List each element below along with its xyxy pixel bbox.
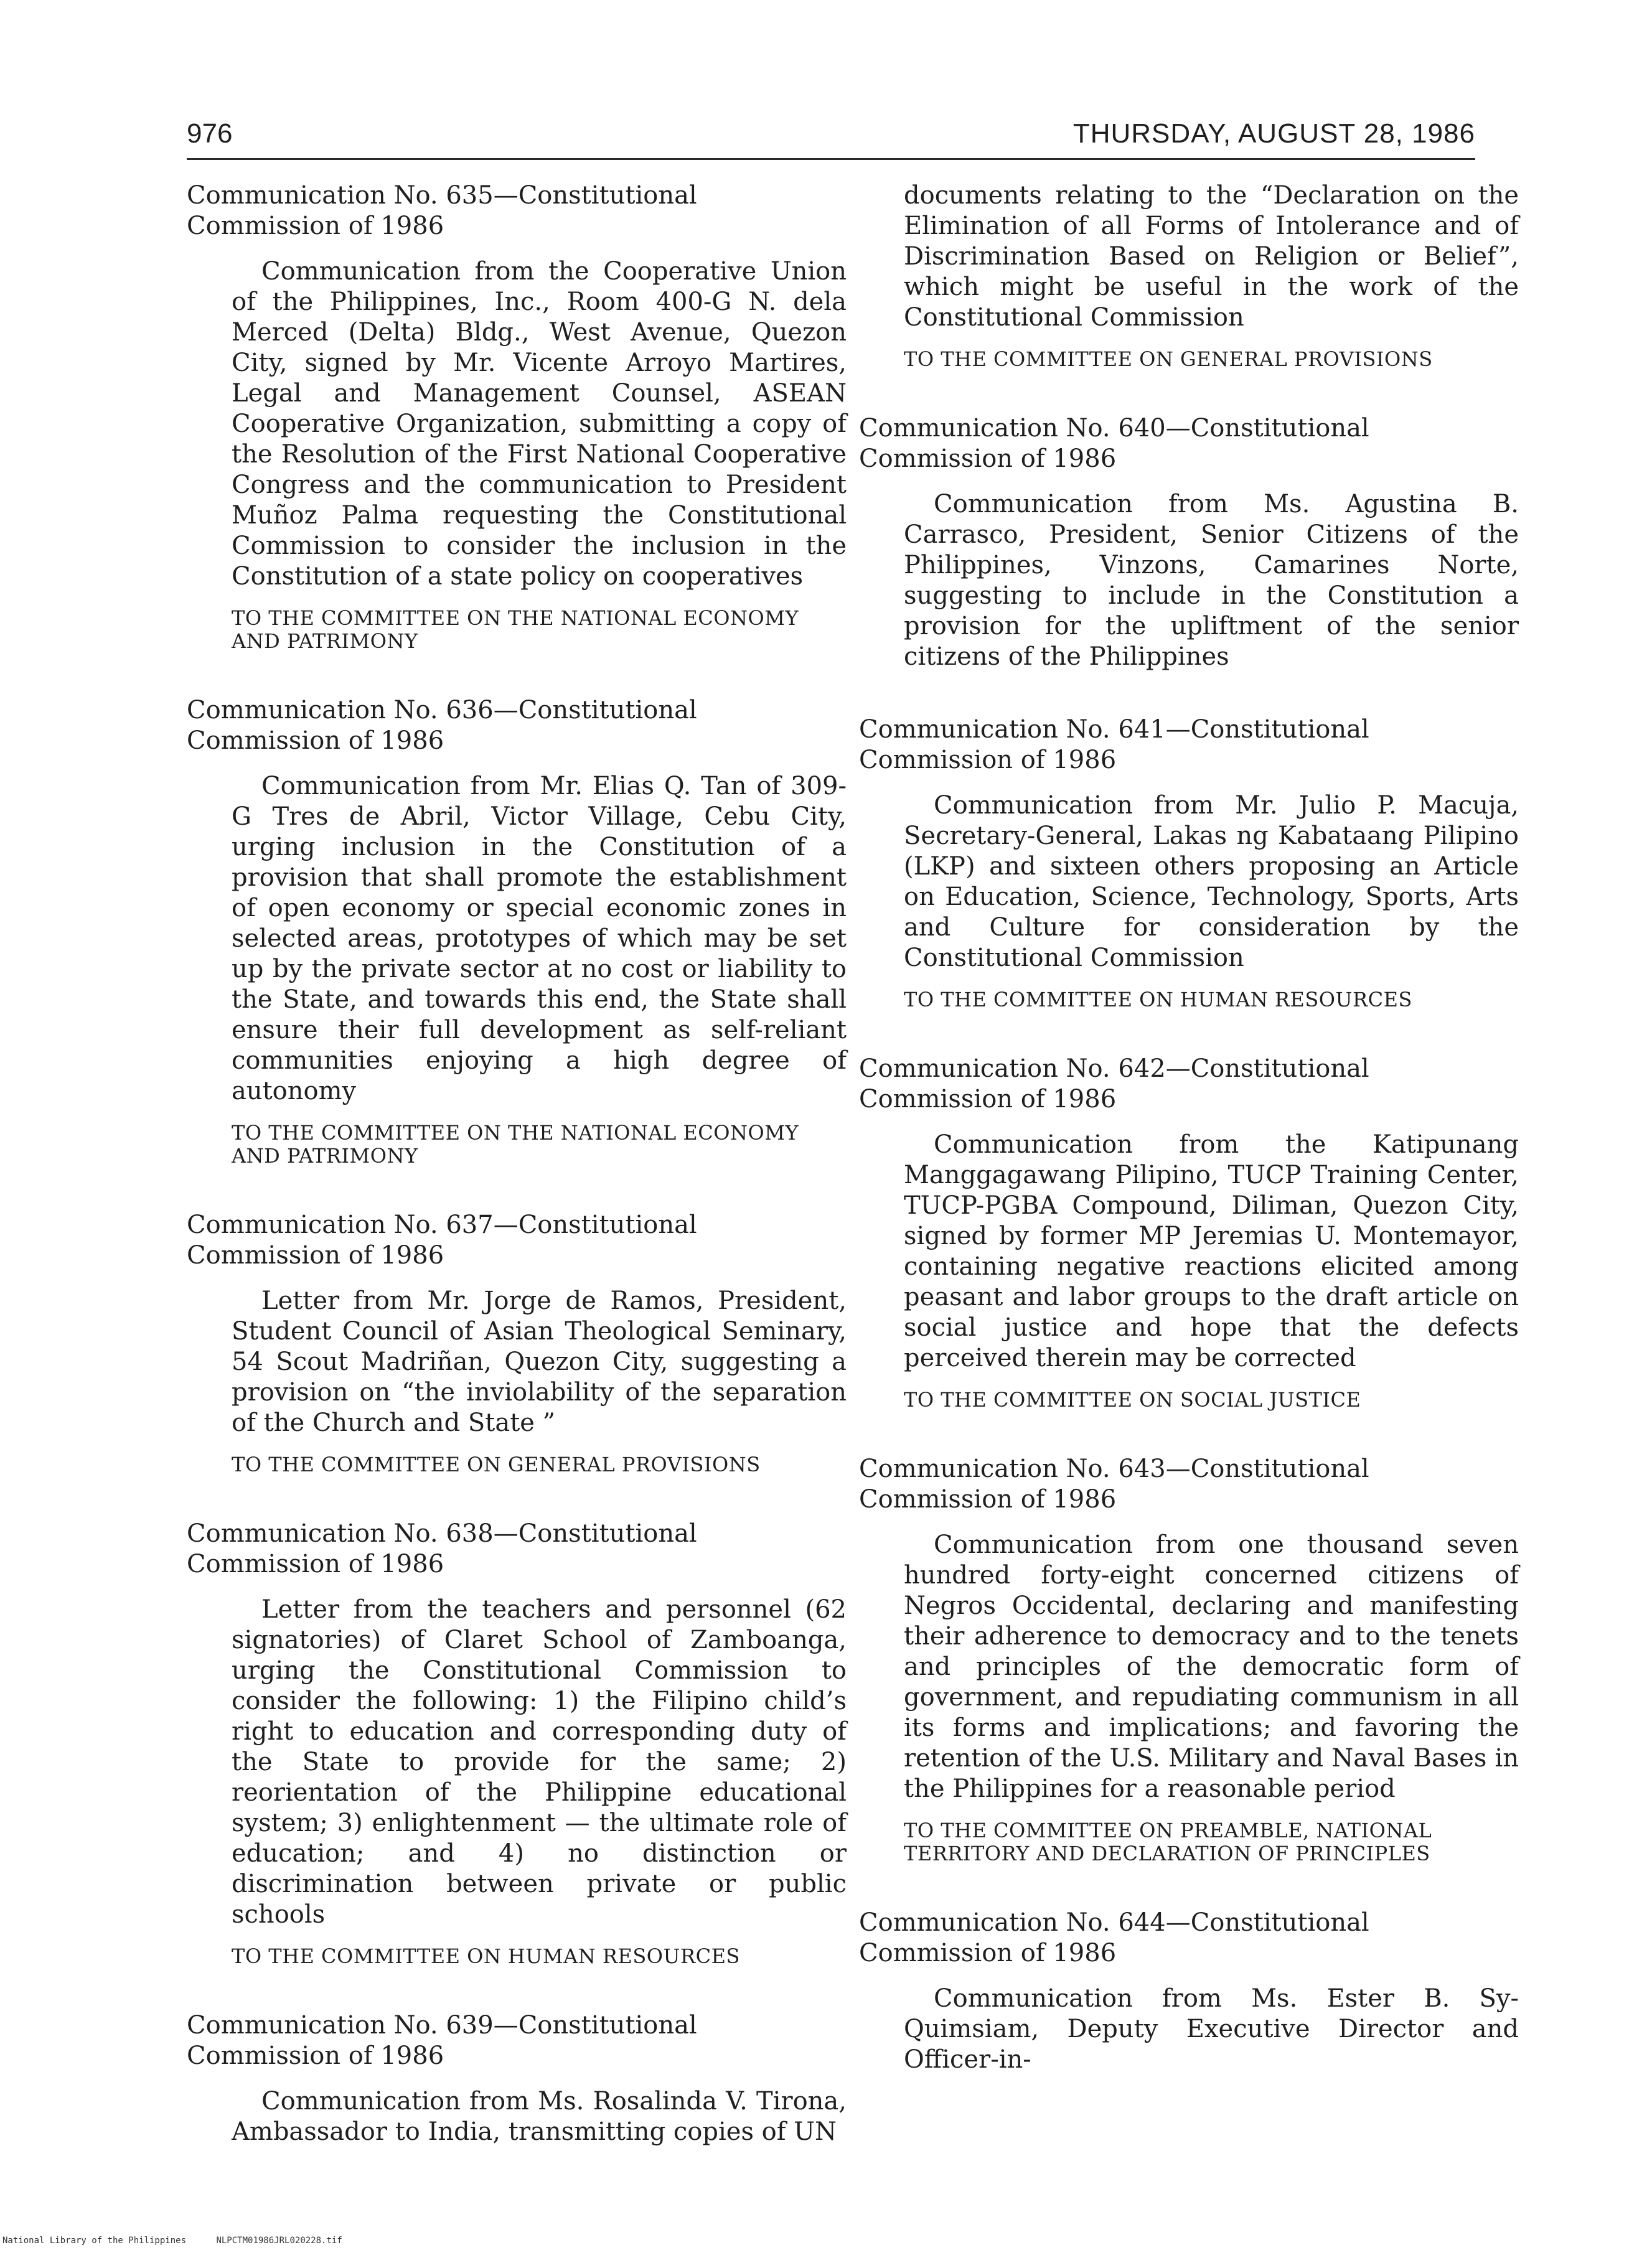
entry-referral: TO THE COMMITTEE ON THE NATIONAL ECONOMY AND PATRIMONY bbox=[232, 606, 799, 653]
entry-body: Communication from the Katipunang Manggagawang Pilipino, TUCP Training Center, TUCP-PGBA Compound, Diliman, Quezon City, signed by former MP Jeremias U. Montemayor, containing negative reactions elicited among peasant and labor groups to the draft article on social justice and hope that the defects perceived therein may be corrected bbox=[904, 1130, 1519, 1372]
entry-referral: TO THE COMMITTEE ON THE NATIONAL ECONOMY AND PATRIMONY bbox=[232, 1121, 799, 1168]
right-column bbox=[859, 180, 1519, 2117]
entry-referral: TO THE COMMITTEE ON HUMAN RESOURCES bbox=[232, 1944, 740, 1968]
communication-entry bbox=[859, 413, 1519, 672]
entry-title: Communication No. 640—Constitutional Commission of 1986 bbox=[859, 414, 1369, 473]
entry-referral: TO THE COMMITTEE ON SOCIAL JUSTICE bbox=[904, 1388, 1361, 1412]
entry-referral: TO THE COMMITTEE ON GENERAL PROVISIONS bbox=[232, 1453, 761, 1476]
communication-entry bbox=[859, 1454, 1519, 1865]
entry-body-continuation: documents relating to the “Declaration on the Elimination of all Forms of Intolerance and of Discrimination Based on Religion or Belief”, which might be useful in the work of the Constitutional Commission bbox=[904, 181, 1519, 332]
communication-entry bbox=[187, 2010, 847, 2147]
entry-body: Letter from the teachers and personnel (62 signatories) of Claret School of Zamboanga, urging the Constitutional Commission to consider the following: 1) the Filipino child’s right to education and corresponding duty of the State to provide for the same; 2) reorientation of the Philippine educational system; 3) enlightenment — the ultimate role of education; and 4) no distinction or discrimination between private or public schools bbox=[232, 1595, 847, 1929]
communication-entry bbox=[187, 1210, 847, 1476]
communication-entry bbox=[187, 1519, 847, 1968]
page-header bbox=[187, 118, 1475, 160]
entry-title: Communication No. 637—Constitutional Commission of 1986 bbox=[187, 1211, 697, 1270]
communication-entry bbox=[187, 180, 847, 653]
entry-referral: TO THE COMMITTEE ON PREAMBLE, NATIONAL TERRITORY AND DECLARATION OF PRINCIPLES bbox=[904, 1819, 1432, 1865]
entry-body: Communication from Ms. Rosalinda V. Tirona, Ambassador to India, transmitting copies of UN bbox=[232, 2087, 847, 2146]
file-id: NLPCTM01986JRL020228.tif bbox=[216, 2236, 342, 2246]
page-number: 976 bbox=[187, 118, 233, 149]
entry-title: Communication No. 641—Constitutional Commission of 1986 bbox=[859, 715, 1369, 774]
entry-title: Communication No. 638—Constitutional Commission of 1986 bbox=[187, 1519, 697, 1578]
entry-title: Communication No. 643—Constitutional Commission of 1986 bbox=[859, 1455, 1369, 1514]
entry-body: Letter from Mr. Jorge de Ramos, President, Student Council of Asian Theological Seminary, 54 Scout Madriñan, Quezon City, suggesting a provision on “the inviolability of the separation of the Church and State ” bbox=[232, 1287, 847, 1437]
scan-footer bbox=[2, 2236, 367, 2246]
continued-entry bbox=[859, 180, 1519, 371]
page-date: THURSDAY, AUGUST 28, 1986 bbox=[1072, 118, 1475, 149]
left-column bbox=[187, 180, 847, 2190]
entry-body: Communication from one thousand seven hundred forty-eight concerned citizens of Negros Occidental, declaring and manifesting their adherence to democracy and to the tenets and principles of the democratic form of government, and repudiating communism in all its forms and implications; and favoring the retention of the U.S. Military and Naval Bases in the Philippines for a reasonable period bbox=[904, 1530, 1519, 1803]
entry-body: Communication from the Cooperative Union of the Philippines, Inc., Room 400-G N. dela Merced (Delta) Bldg., West Avenue, Quezon City, signed by Mr. Vicente Arroyo Martires, Legal and Management Counsel, ASEAN Cooperative Organization, submitting a copy of the Resolution of the First National Cooperative Congress and the communication to President Muñoz Palma requesting the Constitutional Commission to consider the inclusion in the Constitution of a state policy on cooperatives bbox=[232, 257, 847, 591]
entry-body: Communication from Ms. Ester B. Sy-Quimsiam, Deputy Executive Director and Officer-in- bbox=[904, 1984, 1519, 2074]
library-name: National Library of the Philippines bbox=[2, 2236, 187, 2246]
entry-referral: TO THE COMMITTEE ON GENERAL PROVISIONS bbox=[904, 347, 1433, 371]
communication-entry bbox=[859, 1908, 1519, 2075]
entry-body: Communication from Ms. Agustina B. Carrasco, President, Senior Citizens of the Philippines, Vinzons, Camarines Norte, suggesting to include in the Constitution a provision for the upliftment of the senior citizens of the Philippines bbox=[904, 490, 1519, 671]
entry-title: Communication No. 639—Constitutional Commission of 1986 bbox=[187, 2011, 697, 2070]
communication-entry bbox=[187, 695, 847, 1168]
entry-body: Communication from Mr. Julio P. Macuja, Secretary-General, Lakas ng Kabataang Pilipino (LKP) and sixteen others proposing an Article on Education, Science, Technology, Sports, Arts and Culture for consideration by the Constitutional Commission bbox=[904, 791, 1519, 972]
entry-referral: TO THE COMMITTEE ON HUMAN RESOURCES bbox=[904, 988, 1412, 1011]
communication-entry bbox=[859, 1054, 1519, 1412]
entry-title: Communication No. 636—Constitutional Commission of 1986 bbox=[187, 696, 697, 755]
entry-body: Communication from Mr. Elias Q. Tan of 309-G Tres de Abril, Victor Village, Cebu City, urging inclusion in the Constitution of a provision that shall promote the establishment of open economy or special economic zones in selected areas, prototypes of which may be set up by the private sector at no cost or liability to the State, and towards this end, the State shall ensure their full development as self-reliant communities enjoying a high degree of autonomy bbox=[232, 772, 847, 1105]
entry-title: Communication No. 644—Constitutional Commission of 1986 bbox=[859, 1908, 1369, 1967]
entry-title: Communication No. 642—Constitutional Commission of 1986 bbox=[859, 1054, 1369, 1113]
communication-entry bbox=[859, 715, 1519, 1011]
entry-title: Communication No. 635—Constitutional Commission of 1986 bbox=[187, 181, 697, 240]
